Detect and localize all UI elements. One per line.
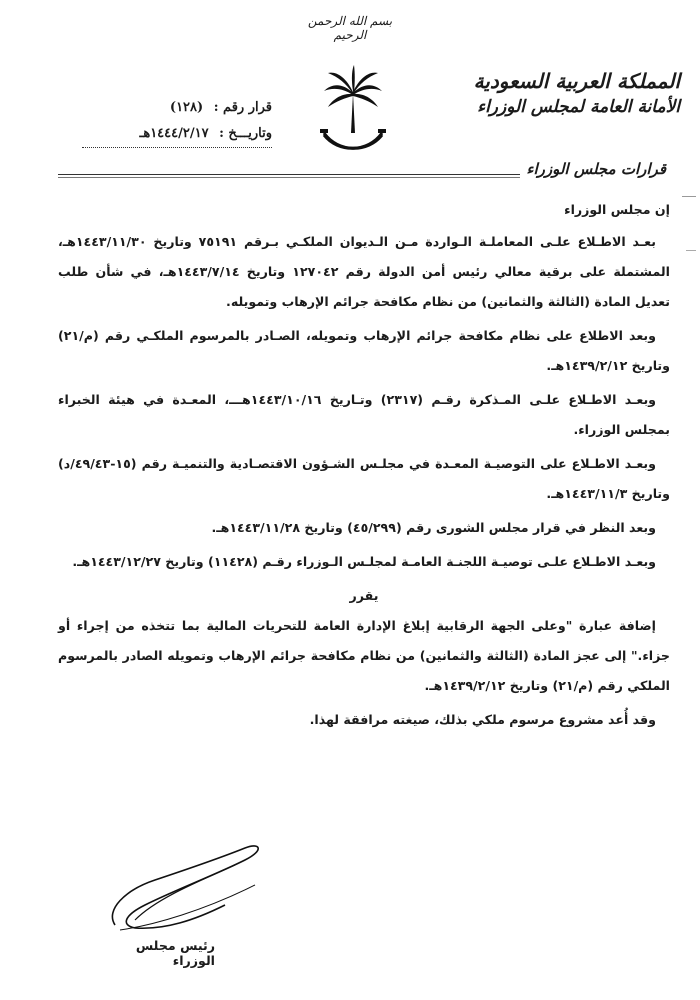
preamble-paragraph: وبعـد الاطـلاع على التوصيـة المعـدة في مجلـس الشـؤون الاقتصـادية والتنميـة رقم (١٥-٤٩/٤٣/د) وتاريخ ١٤٤٣/١١/٣هـ. xyxy=(58,456,670,501)
decision-number-label: قرار رقم : xyxy=(213,100,272,115)
issuer-block xyxy=(470,67,680,119)
basmala: بسم الله الرحمن الرحيم xyxy=(307,14,393,42)
banner-rule xyxy=(58,174,520,175)
decision-date-row xyxy=(82,121,272,148)
saudi-emblem-icon xyxy=(318,63,388,159)
handwritten-signature xyxy=(95,830,275,940)
preamble-paragraph: وبعد النظر في قرار مجلس الشورى رقم (٤٥/٢٩٩) وتاريخ ١٤٤٣/١١/٢٨هـ. xyxy=(211,520,656,535)
council-decisions-banner xyxy=(58,160,670,186)
secretariat-name: الأمانة العامة لمجلس الوزراء xyxy=(477,97,680,117)
preamble-paragraph: وبعـد الاطـلاع علـى المـذكرة رقـم (٢٣١٧) وتـاريخ ١٤٤٣/١٠/١٦هـــ، المعـدة في هيئة الخبراء بمجلس الوزراء. xyxy=(58,392,670,437)
banner-label: قرارات مجلس الوزراء xyxy=(526,160,666,178)
banner-rule-secondary xyxy=(58,177,520,178)
decision-date-label: وتاريـــخ : xyxy=(219,126,272,141)
signatory-title: رئيس مجلس الوزراء xyxy=(135,938,215,968)
decision-number-value: (١٢٨) xyxy=(169,100,204,115)
document-header xyxy=(0,55,700,165)
opening-line: إن مجلس الوزراء xyxy=(564,202,670,217)
resolution-paragraph: وقد أُعد مشروع مرسوم ملكي بذلك، صيغته مرافقة لهذا. xyxy=(309,712,656,727)
preamble-paragraph: وبعـد الاطـلاع علـى توصيـة اللجنـة العامـة لمجلـس الـوزراء رقـم (١١٤٢٨) وتاريخ ١٤٤٣/١٢/٢٧هـ. xyxy=(72,554,656,569)
document-body xyxy=(58,195,670,739)
decision-number-row xyxy=(82,95,272,121)
preamble-paragraph: وبعد الاطلاع على نظام مكافحة جرائم الإرهاب وتمويله، الصـادر بالمرسوم الملكـي رقم (م/٢١) وتاريخ ١٤٣٩/٢/١٢هـ. xyxy=(58,328,670,373)
decides-heading: يقرر xyxy=(349,588,379,603)
kingdom-name: المملكة العربية السعودية xyxy=(473,69,680,93)
margin-mark xyxy=(682,196,696,199)
decision-reference xyxy=(82,95,272,148)
resolution-paragraph: إضافة عبارة "وعلى الجهة الرقابية إبلاغ الإدارة العامة للتحريات المالية بما تتخذه من إجراء أو جزاء." إلى عجز المادة (الثالثة والثمانين) من نظام مكافحة جرائم الإرهاب وتمويله الصادر بالمرسوم الملكي رقم (م/٢١) وتاريخ ١٤٣٩/٢/١٢هـ. xyxy=(58,618,670,693)
margin-mark xyxy=(686,250,696,253)
decision-date-value: ١٤٤٤/٢/١٧هـ xyxy=(139,126,209,141)
preamble-paragraph: بعـد الاطـلاع علـى المعاملـة الـواردة مـن الـديوان الملكـي بـرقم ٧٥١٩١ وتاريخ ١٤٤٣/١١/٣٠هـ، المشتملة على برقية معالي رئيس أمن الدولة رقم ١٢٧٠٤٢ وتاريخ ١٤٤٣/٧/١٤هـ، في شأن طلب تعديل المادة (الثالثة والثمانين) من نظام مكافحة جرائم الإرهاب وتمويله. xyxy=(58,234,670,309)
